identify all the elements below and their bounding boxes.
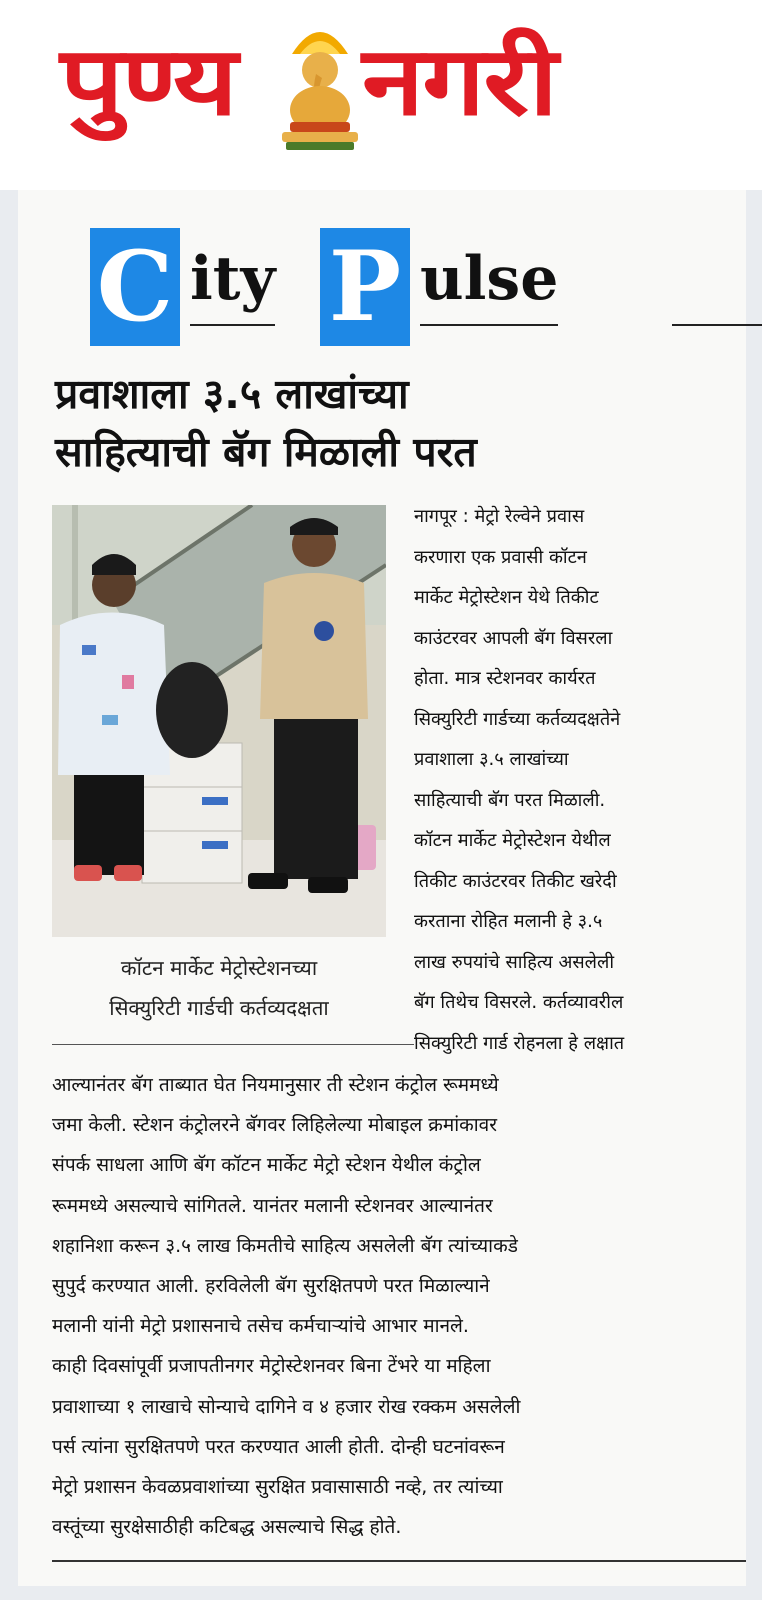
masthead — [0, 0, 762, 190]
body-line: मार्केट मेट्रोस्टेशन येथे तिकीट — [414, 587, 599, 608]
ganesha-logo-icon — [272, 14, 368, 154]
article-body-column — [414, 497, 746, 1064]
body-line: कॉटन मार्केट मेट्रोस्टेशन येथील — [414, 830, 611, 851]
headline-line: साहित्याची बॅग मिळाली परत — [55, 428, 477, 476]
article-body-full-width — [52, 1065, 748, 1547]
body-line: सिक्युरिटी गार्ड रोहनला हे लक्षात — [414, 1032, 625, 1054]
section-word-ity: ity — [190, 234, 275, 326]
body-line: संपर्क साधला आणि बॅग कॉटन मार्केट मेट्रो स्टेशन येथील कंट्रोल — [52, 1154, 481, 1177]
bottom-rule — [52, 1560, 746, 1562]
masthead-title-right: नगरी — [362, 26, 557, 137]
caption-line: सिक्युरिटी गार्डची कर्तव्यदक्षता — [109, 996, 329, 1020]
masthead-title-left: पुण्य — [60, 26, 236, 137]
body-line: प्रवाशाला ३.५ लाखांच्या — [414, 749, 569, 770]
photo-caption — [52, 948, 386, 1028]
caption-line: कॉटन मार्केट मेट्रोस्टेशनच्या — [120, 956, 318, 980]
body-line: काही दिवसांपूर्वी प्रजापतीनगर मेट्रोस्टेशनवर बिना टेंभरे या महिला — [52, 1355, 491, 1378]
body-line: वस्तूंच्या सुरक्षेसाठीही कटिबद्ध असल्याचे सिद्ध होते. — [52, 1516, 402, 1539]
body-line: नागपूर : मेट्रो रेल्वेने प्रवास — [414, 506, 585, 527]
body-line: आल्यानंतर बॅग ताब्यात घेत नियमानुसार ती स्टेशन कंट्रोल रूममध्ये — [52, 1074, 499, 1096]
body-line: मलानी यांनी मेट्रो प्रशासनाचे तसेच कर्मचाऱ्यांचे आभार मानले. — [52, 1315, 469, 1338]
section-word-ulse: ulse — [420, 234, 558, 326]
body-line: साहित्याची बॅग परत मिळाली. — [414, 789, 606, 811]
body-line: तिकीट काउंटरवर तिकीट खरेदी — [414, 870, 617, 892]
body-line: पर्स त्यांना सुरक्षितपणे परत करण्यात आली होती. दोन्ही घटनांवरून — [52, 1435, 505, 1458]
body-line: बॅग तिथेच विसरले. कर्तव्यावरील — [414, 992, 624, 1013]
body-line: मेट्रो प्रशासन केवळप्रवाशांच्या सुरक्षित प्रवासासाठी नव्हे, तर त्यांच्या — [52, 1476, 503, 1499]
body-line: करणारा एक प्रवासी कॉटन — [414, 546, 587, 568]
headline-line: प्रवाशाला ३.५ लाखांच्या — [55, 370, 409, 418]
body-line: सुपुर्द करण्यात आली. हरविलेली बॅग सुरक्षितपणे परत मिळाल्याने — [52, 1275, 490, 1298]
section-header-city-pulse — [72, 228, 752, 346]
body-line: रूममध्ये असल्याचे सांगितले. यानंतर मलानी स्टेशनवर आल्यानंतर — [52, 1194, 493, 1217]
headline — [55, 365, 735, 481]
column-divider — [52, 1044, 414, 1045]
body-line: सिक्युरिटी गार्डच्या कर्तव्यदक्षतेने — [414, 708, 621, 730]
body-line: होता. मात्र स्टेशनवर कार्यरत — [414, 668, 596, 689]
body-line: प्रवाशाच्या १ लाखाचे सोन्याचे दागिने व ४ हजार रोख रक्कम असलेली — [52, 1395, 521, 1418]
section-rule — [672, 324, 762, 326]
body-line: करताना रोहित मलानी हे ३.५ — [414, 911, 603, 932]
body-line: शहानिशा करून ३.५ लाख किमतीचे साहित्य असलेली बॅग त्यांच्याकडे — [52, 1234, 518, 1257]
news-photo — [52, 505, 386, 937]
section-initial-p: P — [320, 228, 410, 346]
body-line: काउंटरवर आपली बॅग विसरला — [414, 627, 613, 649]
body-line: जमा केली. स्टेशन कंट्रोलरने बॅगवर लिहिलेल्या मोबाइल क्रमांकावर — [52, 1114, 497, 1137]
body-line: लाख रुपयांचे साहित्य असलेली — [414, 951, 615, 973]
section-initial-c: C — [90, 228, 180, 346]
